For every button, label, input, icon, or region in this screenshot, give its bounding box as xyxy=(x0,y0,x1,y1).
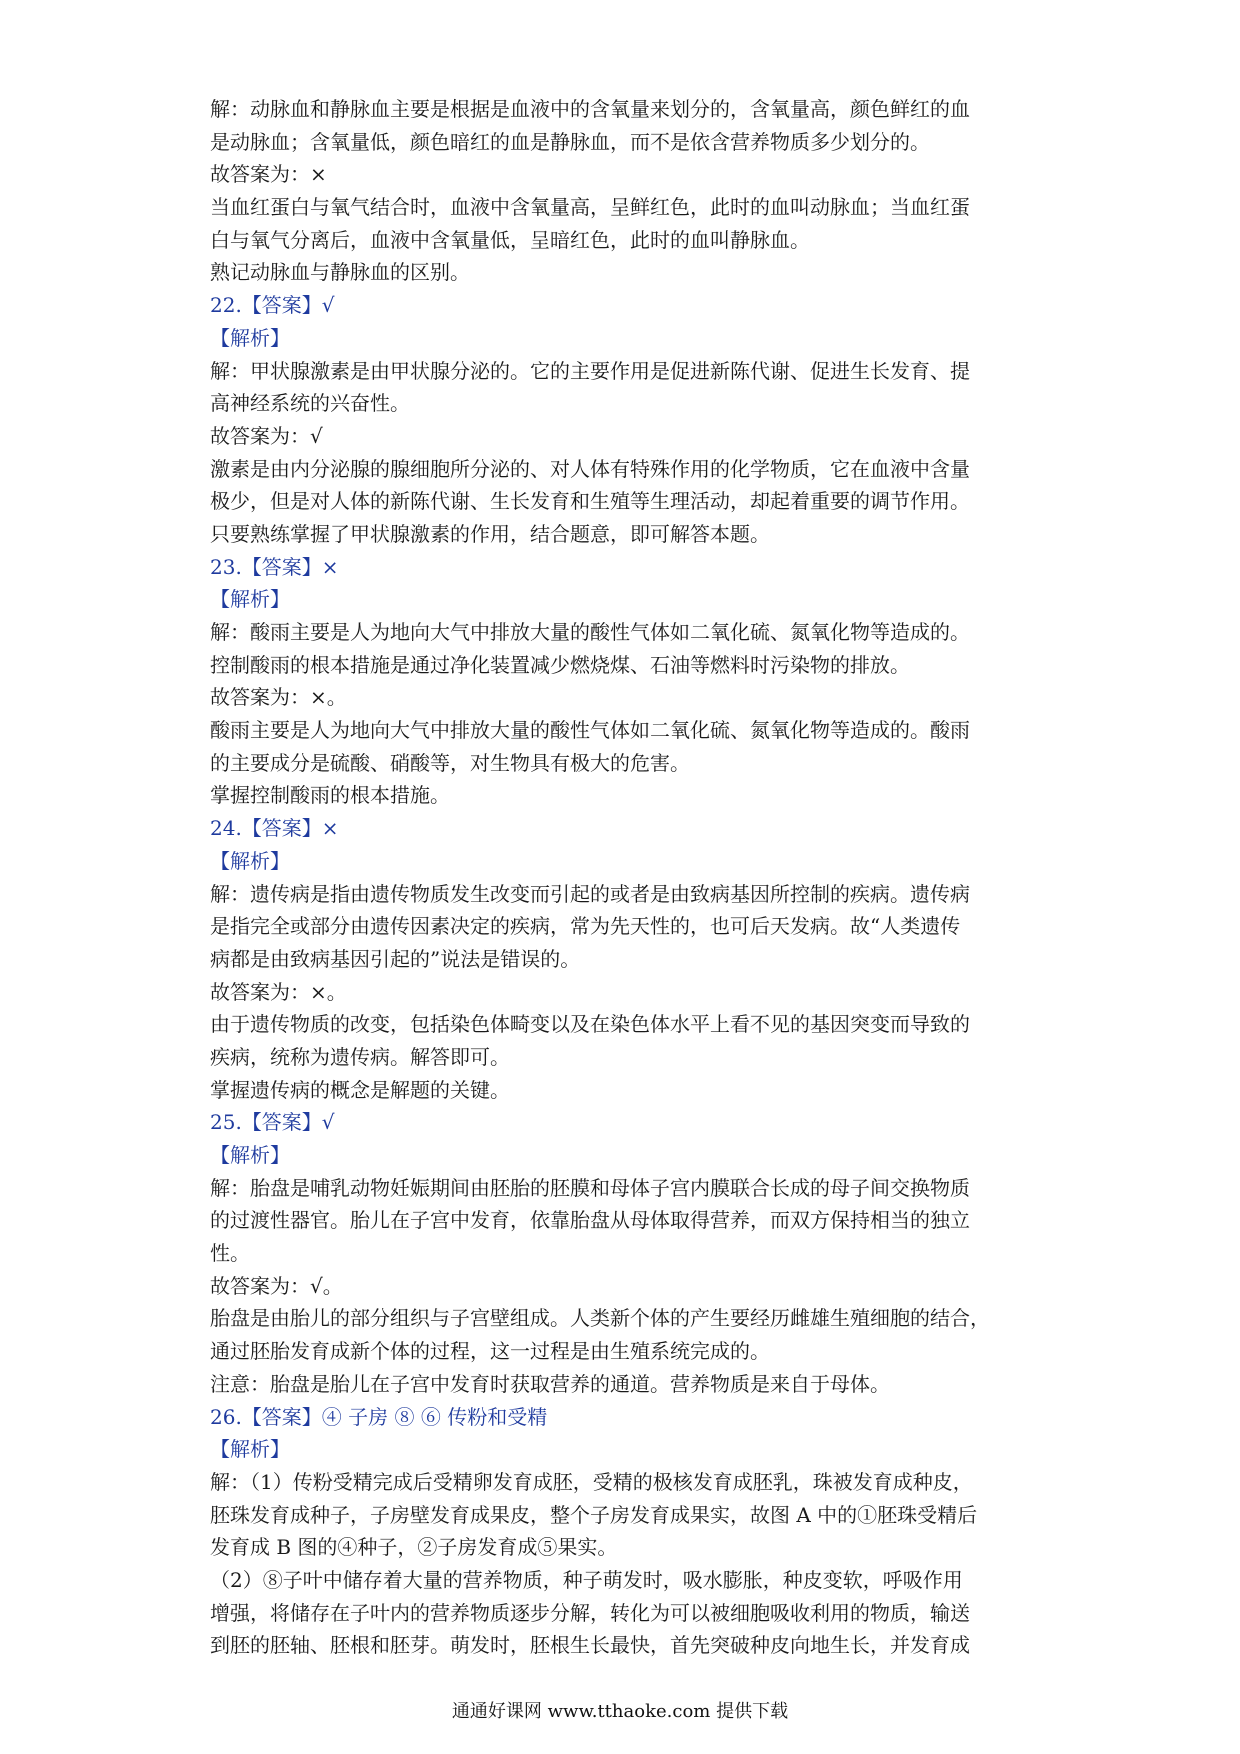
text-line: 注意：胎盘是胎儿在子宫中发育时获取营养的通道。营养物质是来自于母体。 xyxy=(210,1371,890,1396)
text-line: 故答案为：√。 xyxy=(210,1273,343,1298)
section-heading-line: 【解析】 xyxy=(210,1143,290,1167)
text-line: 由于遗传物质的改变，包括染色体畸变以及在染色体水平上看不见的基因突变而导致的 xyxy=(210,1012,970,1037)
section-heading-line: 24.【答案】× xyxy=(210,816,339,841)
section-heading-line: 【解析】 xyxy=(210,1437,290,1462)
text-line: 病都是由致病基因引起的”说法是错误的。 xyxy=(210,946,581,971)
text-line: 解：动脉血和静脉血主要是根据是血液中的含氧量来划分的，含氧量高，颜色鲜红的血 xyxy=(210,97,970,121)
section-heading-line: 23.【答案】× xyxy=(210,554,339,579)
answer-analysis-body xyxy=(210,93,1050,1662)
text-line: 胎盘是由胎儿的部分组织与子宫壁组成。人类新个体的产生要经历雌雄生殖细胞的结合， xyxy=(210,1306,990,1331)
text-line: 解：甲状腺激素是由甲状腺分泌的。它的主要作用是促进新陈代谢、促进生长发育、提 xyxy=(210,358,970,383)
section-heading-line: 【解析】 xyxy=(210,848,290,873)
text-line: 是指完全或部分由遗传因素决定的疾病，常为先天性的，也可后天发病。故“人类遗传 xyxy=(210,914,961,939)
text-line: 性。 xyxy=(210,1241,250,1266)
text-line: 故答案为：×。 xyxy=(210,685,347,710)
text-line: 白与氧气分离后，血液中含氧量低，呈暗红色，此时的血叫静脉血。 xyxy=(210,227,810,252)
section-heading-line: 26.【答案】④ 子房 ⑧ ⑥ 传粉和受精 xyxy=(210,1404,548,1429)
text-line: 通过胚胎发育成新个体的过程，这一过程是由生殖系统完成的。 xyxy=(210,1339,770,1364)
text-line: （2）⑧子叶中储存着大量的营养物质，种子萌发时，吸水膨胀，种皮变软，呼吸作用 xyxy=(210,1567,963,1592)
text-line: 熟记动脉血与静脉血的区别。 xyxy=(210,260,470,285)
text-line: 解：遗传病是指由遗传物质发生改变而引起的或者是由致病基因所控制的疾病。遗传病 xyxy=(210,881,970,906)
text-line: 发育成 B 图的④种子，②子房发育成⑤果实。 xyxy=(210,1535,618,1560)
text-line: 故答案为：√ xyxy=(210,423,323,448)
text-line: 酸雨主要是人为地向大气中排放大量的酸性气体如二氧化硫、氮氧化物等造成的。酸雨 xyxy=(210,718,970,743)
text-line: 解：（1）传粉受精完成后受精卵发育成胚，受精的极核发育成胚乳，珠被发育成种皮， xyxy=(210,1469,973,1494)
text-line: 故答案为：×。 xyxy=(210,979,347,1004)
text-line: 极少，但是对人体的新陈代谢、生长发育和生殖等生理活动，却起着重要的调节作用。 xyxy=(210,489,970,514)
section-heading-line: 【解析】 xyxy=(210,325,290,350)
section-heading-line: 【解析】 xyxy=(210,587,290,612)
text-line: 故答案为：× xyxy=(210,162,327,187)
section-heading-line: 22.【答案】√ xyxy=(210,293,335,318)
text-line: 的主要成分是硫酸、硝酸等，对生物具有极大的危害。 xyxy=(210,750,690,775)
text-line: 增强，将储存在子叶内的营养物质逐步分解，转化为可以被细胞吸收利用的物质，输送 xyxy=(210,1600,970,1625)
section-heading-line: 25.【答案】√ xyxy=(210,1110,335,1135)
text-line: 是动脉血；含氧量低，颜色暗红的血是静脉血，而不是依含营养物质多少划分的。 xyxy=(210,129,930,154)
text-line: 解：酸雨主要是人为地向大气中排放大量的酸性气体如二氧化硫、氮氧化物等造成的。 xyxy=(210,620,970,644)
text-line: 掌握控制酸雨的根本措施。 xyxy=(210,783,450,808)
page-footer: 通通好课网 www.tthaoke.com 提供下载 xyxy=(451,1701,789,1722)
text-line: 的过渡性器官。胎儿在子宫中发育，依靠胎盘从母体取得营养，而双方保持相当的独立 xyxy=(210,1208,970,1233)
text-line: 疾病，统称为遗传病。解答即可。 xyxy=(210,1044,510,1069)
text-line: 高神经系统的兴奋性。 xyxy=(210,391,410,416)
text-line: 掌握遗传病的概念是解题的关键。 xyxy=(210,1077,510,1102)
text-line: 胚珠发育成种子，子房壁发育成果皮，整个子房发育成果实，故图 A 中的①胚珠受精后 xyxy=(210,1502,978,1527)
text-line: 控制酸雨的根本措施是通过净化装置减少燃烧煤、石油等燃料时污染物的排放。 xyxy=(210,652,910,677)
text-line: 解：胎盘是哺乳动物妊娠期间由胚胎的胚膜和母体子宫内膜联合长成的母子间交换物质 xyxy=(210,1175,970,1200)
text-line: 激素是由内分泌腺的腺细胞所分泌的、对人体有特殊作用的化学物质，它在血液中含量 xyxy=(210,456,970,481)
text-line: 只要熟练掌握了甲状腺激素的作用，结合题意，即可解答本题。 xyxy=(210,521,770,546)
text-line: 当血红蛋白与氧气结合时，血液中含氧量高，呈鲜红色，此时的血叫动脉血；当血红蛋 xyxy=(210,195,970,220)
text-line: 到胚的胚轴、胚根和胚芽。萌发时，胚根生长最快，首先突破种皮向地生长，并发育成 xyxy=(210,1633,970,1658)
